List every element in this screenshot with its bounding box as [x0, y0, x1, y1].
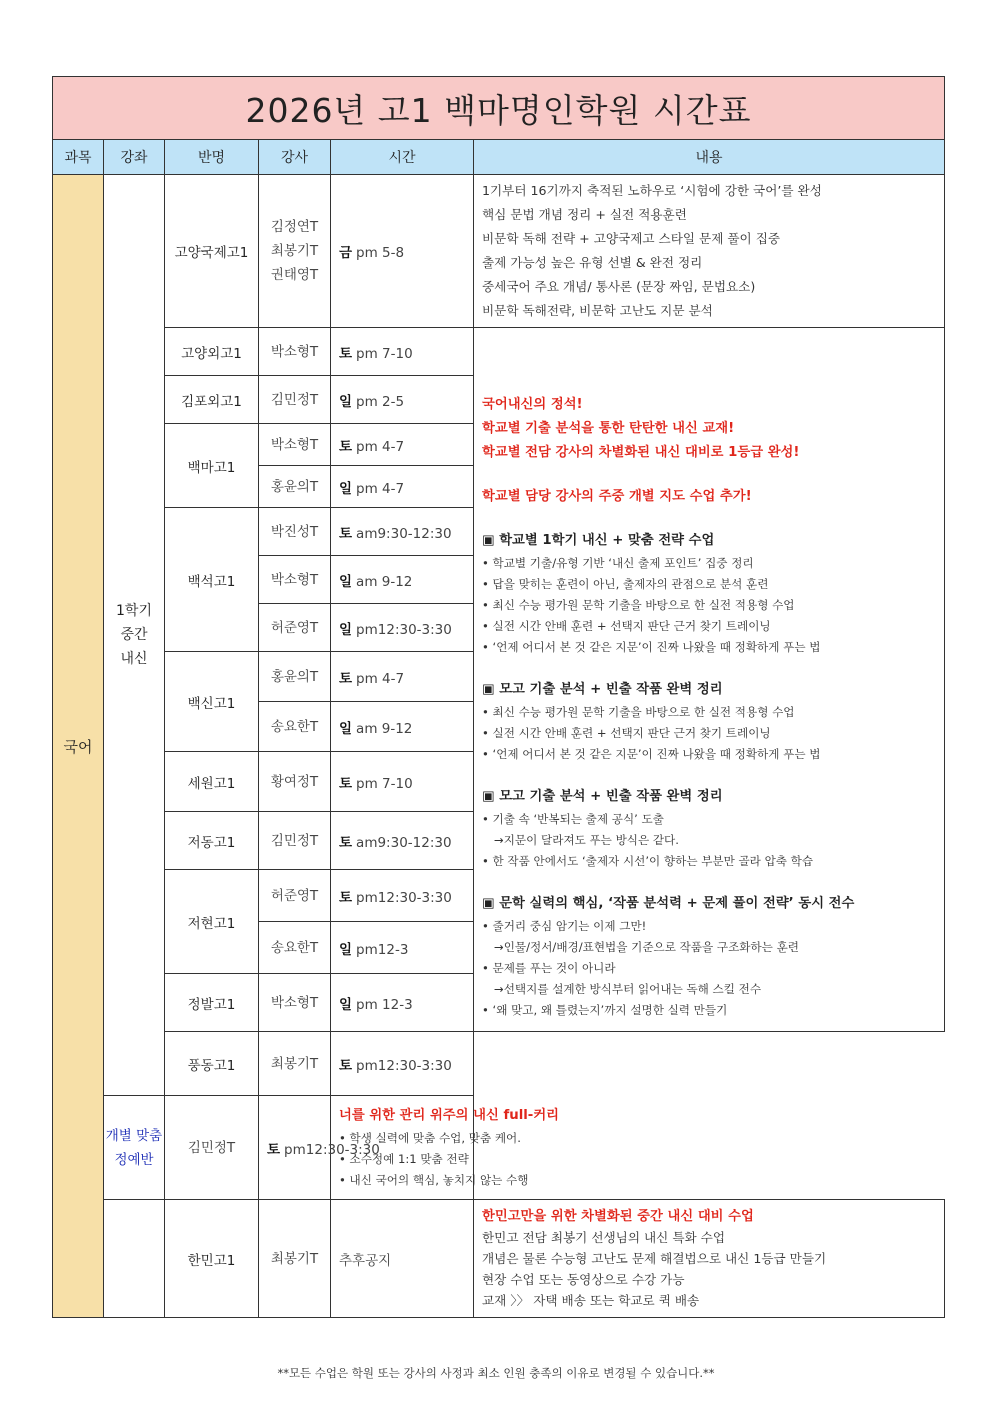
class-name: 고양국제고1 [165, 175, 259, 328]
content-line: 중세국어 주요 개념/ 통사론 (문장 짜임, 문법요소) [482, 279, 756, 294]
time-cell [331, 466, 474, 508]
spacer [482, 509, 936, 529]
class-name: 한민고1 [165, 1200, 259, 1318]
class-name-line: 개별 맞춤 [105, 1127, 163, 1144]
time-label: pm12:30-3:30 [284, 1141, 380, 1158]
time-cell [331, 870, 474, 922]
time-label: pm12:30-3:30 [356, 889, 452, 906]
teacher-name: 김정연T [270, 219, 319, 235]
table-row [53, 328, 945, 376]
bullet-item: • 실전 시간 안배 훈련 + 선택지 판단 근거 찾기 트레이닝 [482, 725, 771, 740]
subject-cell: 국어 [53, 175, 104, 1318]
bullet-item: • ‘언제 어디서 본 것 같은 지문’이 진짜 나왔을 때 정확하게 푸는 법 [482, 639, 821, 654]
time-label: pm12:30-3:30 [356, 621, 452, 638]
teacher-name: 최봉기T [259, 1200, 331, 1318]
class-name: 풍동고1 [165, 1032, 259, 1096]
teacher-name: 최봉기T [270, 243, 319, 259]
time-label: pm12-3 [356, 941, 409, 958]
day-label: 토 [339, 775, 353, 792]
day-label: 일 [339, 621, 353, 638]
bullet-item: →인물/정서/배경/표현법을 기준으로 작품을 구조화하는 훈련 [494, 939, 799, 954]
bullet-item: • ‘왜 맞고, 왜 틀렸는지’까지 설명한 실력 만들기 [482, 1002, 728, 1017]
day-label: 토 [339, 345, 353, 362]
time-cell [331, 922, 474, 974]
course-line: 내신 [120, 651, 148, 667]
time-label: pm 7-10 [356, 345, 413, 362]
teacher-name: 김민정T [165, 1096, 259, 1200]
header-class: 반명 [165, 140, 259, 175]
time-label: am 9-12 [356, 720, 413, 737]
teacher-cell [259, 175, 331, 328]
bullet-item: • 최신 수능 평가원 문학 기출을 바탕으로 한 실전 적용형 수업 [482, 704, 795, 719]
spacer [482, 765, 936, 785]
day-label: 일 [339, 480, 353, 497]
day-label: 일 [339, 941, 353, 958]
teacher-name: 박소형T [259, 424, 331, 466]
day-label: 일 [339, 720, 353, 737]
class-name-line: 정예반 [114, 1151, 154, 1168]
class-name: 저현고1 [165, 870, 259, 974]
time-cell [331, 974, 474, 1032]
time-label: am9:30-12:30 [356, 525, 452, 542]
course-line: 중간 [120, 627, 148, 643]
intro-text: 학교별 기출 분석을 통한 탄탄한 내신 교재! [482, 420, 735, 436]
bullet-item: • 학교별 기출/유형 기반 ‘내신 출제 포인트’ 집중 정리 [482, 555, 754, 570]
day-label: 일 [339, 996, 353, 1013]
spacer [482, 658, 936, 678]
time-label: pm 4-7 [356, 670, 405, 687]
content-cell [474, 175, 945, 328]
table-row [53, 1032, 945, 1096]
teacher-name: 송요한T [259, 702, 331, 752]
bullet-item: • 문제를 푸는 것이 아니라 [482, 960, 616, 975]
spacer [482, 872, 936, 892]
intro-text: 학교별 담당 강사의 주중 개별 지도 수업 추가! [482, 488, 752, 504]
bullet-item: • 소수정예 1:1 맞춤 전략 [339, 1152, 469, 1166]
day-label: 토 [339, 834, 353, 851]
time-cell [331, 508, 474, 556]
content-title: 너를 위한 관리 위주의 내신 full-커리 [339, 1108, 560, 1123]
day-label: 토 [339, 889, 353, 906]
intro-text: 국어내신의 정석! [482, 396, 583, 412]
time-label: am 9-12 [356, 573, 413, 590]
content-line: 비문학 독해전략, 비문학 고난도 지문 분석 [482, 303, 713, 318]
content-line: 1기부터 16기까지 축적된 노하우로 ‘시험에 강한 국어’를 완성 [482, 183, 822, 198]
bullet-item: →선택지를 설계한 방식부터 읽어내는 독해 스킬 전수 [494, 981, 762, 996]
bullet-item: • ‘언제 어디서 본 것 같은 지문’이 진짜 나왔을 때 정확하게 푸는 법 [482, 746, 821, 761]
day-label: 토 [339, 438, 353, 455]
day-label: 일 [339, 573, 353, 590]
time-cell [331, 604, 474, 652]
time-label: 추후공지 [331, 1200, 474, 1318]
time-label: pm 12-3 [356, 996, 413, 1013]
table-row [53, 1096, 945, 1200]
time-cell [259, 1096, 380, 1200]
class-name: 백신고1 [165, 652, 259, 752]
teacher-name: 김민정T [259, 812, 331, 870]
course-cell-empty [104, 1200, 165, 1318]
content-cell [331, 1096, 560, 1200]
content-line: 개념은 물론 수능형 고난도 문제 해결법으로 내신 1등급 만들기 [482, 1251, 827, 1266]
teacher-name: 박진성T [259, 508, 331, 556]
class-name: 정발고1 [165, 974, 259, 1032]
time-cell [331, 175, 474, 328]
day-label: 일 [339, 393, 353, 410]
intro-text: 학교별 전담 강사의 차별화된 내신 대비로 1등급 완성! [482, 444, 800, 460]
time-label: pm 2-5 [356, 393, 405, 410]
header-course: 강좌 [104, 140, 165, 175]
bullet-item: • 내신 국어의 핵심, 놓치지 않는 수행 [339, 1173, 529, 1187]
bullet-item: • 학생 실력에 맞춤 수업, 맞춤 케어. [339, 1131, 521, 1145]
course-cell [104, 175, 165, 1096]
content-line: 한민고 전담 최봉기 선생님의 내신 특화 수업 [482, 1230, 725, 1245]
day-label: 토 [267, 1141, 281, 1158]
header-subject: 과목 [53, 140, 104, 175]
time-cell [331, 424, 474, 466]
content-cell-main [474, 328, 945, 1032]
teacher-name: 송요한T [259, 922, 331, 974]
class-name: 백석고1 [165, 508, 259, 652]
class-name: 고양외고1 [165, 328, 259, 376]
table-row [53, 175, 945, 328]
content-line: 출제 가능성 높은 유형 선별 & 완전 정리 [482, 255, 703, 270]
time-cell [331, 652, 474, 702]
teacher-name: 권태영T [270, 267, 319, 283]
class-name: 백마고1 [165, 424, 259, 508]
teacher-name: 최봉기T [259, 1032, 331, 1096]
content-line: 비문학 독해 전략 + 고양국제고 스타일 문제 풀이 집중 [482, 231, 781, 246]
header-teacher: 강사 [259, 140, 331, 175]
section-title: ▣ 학교별 1학기 내신 + 맞춤 전략 수업 [482, 532, 715, 548]
header-time: 시간 [331, 140, 474, 175]
section-title: ▣ 문학 실력의 핵심, ‘작품 분석력 + 문제 풀이 전략’ 동시 전수 [482, 895, 855, 911]
time-label: pm 5-8 [356, 245, 405, 261]
course-line: 1학기 [116, 603, 152, 619]
teacher-name: 박소형T [259, 974, 331, 1032]
time-label: pm 4-7 [356, 438, 405, 455]
teacher-name: 박소형T [259, 328, 331, 376]
time-cell [331, 702, 474, 752]
bullet-item: • 기출 속 ‘반복되는 출제 공식’ 도출 [482, 811, 664, 826]
class-name: 세원고1 [165, 752, 259, 812]
bullet-item: →지문이 달라져도 푸는 방식은 같다. [494, 832, 679, 847]
content-line: 교재 〉〉 자택 배송 또는 학교로 퀵 배송 [482, 1293, 700, 1308]
bullet-item: • 줄거리 중심 암기는 이제 그만! [482, 918, 647, 933]
content-cell [474, 1200, 945, 1318]
teacher-name: 김민정T [259, 376, 331, 424]
teacher-name: 황여정T [259, 752, 331, 812]
time-label: pm 4-7 [356, 480, 405, 497]
teacher-name: 허준영T [259, 604, 331, 652]
header-content: 내용 [474, 140, 945, 175]
bullet-item: • 답을 맞히는 훈련이 아닌, 출제자의 관점으로 분석 훈련 [482, 576, 769, 591]
class-name: 김포외고1 [165, 376, 259, 424]
time-label: pm12:30-3:30 [356, 1057, 452, 1074]
section-title: ▣ 모고 기출 분석 + 빈출 작품 완벽 정리 [482, 788, 723, 804]
section-title: ▣ 모고 기출 분석 + 빈출 작품 완벽 정리 [482, 681, 723, 697]
teacher-name: 홍윤의T [259, 466, 331, 508]
bullet-item: • 실전 시간 안배 훈련 + 선택지 판단 근거 찾기 트레이닝 [482, 618, 771, 633]
time-label: am9:30-12:30 [356, 834, 452, 851]
time-cell [331, 328, 474, 376]
time-cell [331, 1032, 474, 1096]
bullet-item: • 한 작품 안에서도 ‘출제자 시선’이 향하는 부분만 골라 압축 학습 [482, 853, 814, 868]
bullet-item: • 최신 수능 평가원 문학 기출을 바탕으로 한 실전 적용형 수업 [482, 597, 795, 612]
content-line: 핵심 문법 개념 정리 + 실전 적용훈련 [482, 207, 687, 222]
content-line: 현장 수업 또는 동영상으로 수강 가능 [482, 1272, 685, 1287]
time-cell [331, 752, 474, 812]
time-label: pm 7-10 [356, 775, 413, 792]
time-cell [331, 556, 474, 604]
table-row [53, 1200, 945, 1318]
content-title: 한민고만을 위한 차별화된 중간 내신 대비 수업 [482, 1209, 754, 1224]
class-name [104, 1096, 165, 1200]
day-label: 토 [339, 525, 353, 542]
day-label: 금 [339, 245, 353, 261]
footnote: **모든 수업은 학원 또는 강사의 사정과 최소 인원 충족의 이유로 변경될 수 있습니다.** [277, 1366, 715, 1380]
timetable-page [52, 76, 944, 1318]
header-row [53, 140, 945, 175]
day-label: 토 [339, 1057, 353, 1074]
teacher-name: 박소형T [259, 556, 331, 604]
class-name: 저동고1 [165, 812, 259, 870]
teacher-name: 홍윤의T [259, 652, 331, 702]
page-title: 2026년 고1 백마명인학원 시간표 [53, 77, 945, 140]
day-label: 토 [339, 670, 353, 687]
time-cell [331, 376, 474, 424]
teacher-name: 허준영T [259, 870, 331, 922]
timetable [52, 76, 945, 1318]
spacer [482, 465, 936, 485]
time-cell [331, 812, 474, 870]
